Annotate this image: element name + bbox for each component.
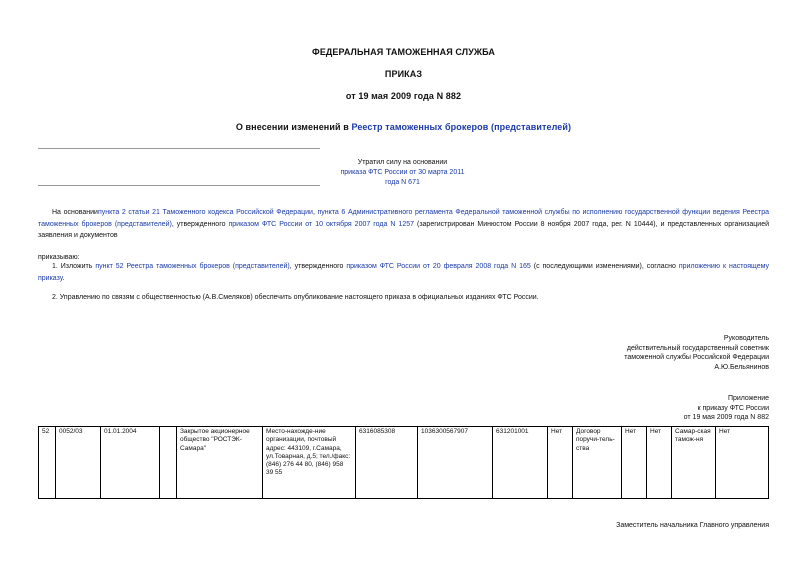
repeal-link[interactable]: приказа ФТС России от 30 марта 2011 года N 671 [340,169,465,186]
regulation-link[interactable]: пункта 6 Административного регламента Федеральной таможенной службы по исполнению государственной функции ведения Реестра таможенных брокеров (представителей) [38,209,769,228]
cell-kpp: 631201001 [493,427,548,499]
cell-col10: Нет [548,427,573,499]
appendix-link[interactable]: приложению к настоящему приказу [38,263,769,282]
order-165-link[interactable]: приказом ФТС России от 20 февраля 2008 года N 165 [346,263,531,270]
signature-line: таможенной службы Российской Федерации [624,354,769,361]
cell-col15: Нет [716,427,769,499]
doc-title [0,122,807,132]
divider-bottom [38,185,320,186]
cell-empty [160,427,177,499]
cell-org-name: Закрытое акционерное общество "РОСТЭК-Самара" [177,427,263,499]
order-word: приказываю: [38,254,80,261]
preamble-paragraph [38,207,769,242]
signature-line: Руководитель [723,335,769,342]
preamble-text: , [312,209,318,216]
agency-name: ФЕДЕРАЛЬНАЯ ТАМОЖЕННАЯ СЛУЖБА [312,47,495,57]
cell-reg-no: 0052/03 [56,427,101,499]
appendix-line: к приказу ФТС России [697,404,769,412]
repeal-text: Утратил силу на основании [357,159,448,166]
cell-num: 52 [39,427,56,499]
appendix-line: Приложение [727,395,769,402]
cell-col12: Нет [622,427,647,499]
signature-line: действительный государственный советник [626,344,769,352]
doc-date-number: от 19 мая 2009 года N 882 [345,91,462,101]
signature-block [624,334,769,372]
table-row [39,427,769,499]
preamble-text: (зарегистрирован Минюстом России 8 ноября 2007 года, рег. N 10444), и представленных организацией заявления и документов [38,220,769,239]
title-prefix: О внесении изменений в [235,122,352,132]
item-2-paragraph: 2. Управлению по связям с общественностью (А.В.Смеляков) обеспечить опубликование настоящего приказа в официальных изданиях ФТС России. [52,294,539,301]
customs-code-link[interactable]: пункта 2 статьи 21 Таможенного кодекса Российской Федерации [97,209,313,216]
item-1-text: , утвержденного [289,263,347,270]
cell-ogrn: 1036300567907 [418,427,493,499]
cell-col13: Нет [647,427,672,499]
point-52-link[interactable]: пункт 52 Реестра таможенных брокеров (представителей) [95,263,290,270]
preamble-text: , утвержденного [171,220,229,228]
item-1-text: . [62,274,65,282]
divider-top [38,148,320,149]
cell-col14: Самар-ская тамож-ня [672,427,716,499]
item-1-text: 1. Изложить [52,263,96,270]
order-1257-link[interactable]: приказом ФТС России от 10 октября 2007 года N 1257 [228,220,414,228]
cell-address: Место-нахожде-ние организации, почтовый адрес: 443109, г.Самара, ул.Товарная, д.5; тел./факс: (846) 276 44 80, (846) 958 39 55 [263,427,356,499]
appendix-line: от 19 мая 2009 года N 882 [683,414,769,421]
cell-date: 01.01.2004 [101,427,160,499]
registry-table [38,426,769,499]
item-1-paragraph [38,261,769,284]
signature-name: А.Ю.Бельянинов [714,363,769,371]
preamble-text: На основании [52,209,98,216]
repeal-note [340,158,465,188]
cell-inn: 6316085308 [356,427,418,499]
item-1-text: (с последующими изменениями), согласно [530,263,679,270]
appendix-block [684,394,769,423]
registry-link[interactable]: Реестр таможенных брокеров (представителей) [351,122,572,132]
cell-col11: Договор поручи-тель-ства [573,427,622,499]
doc-type: ПРИКАЗ [384,69,423,79]
footer-text: Заместитель начальника Главного управления [616,522,769,529]
